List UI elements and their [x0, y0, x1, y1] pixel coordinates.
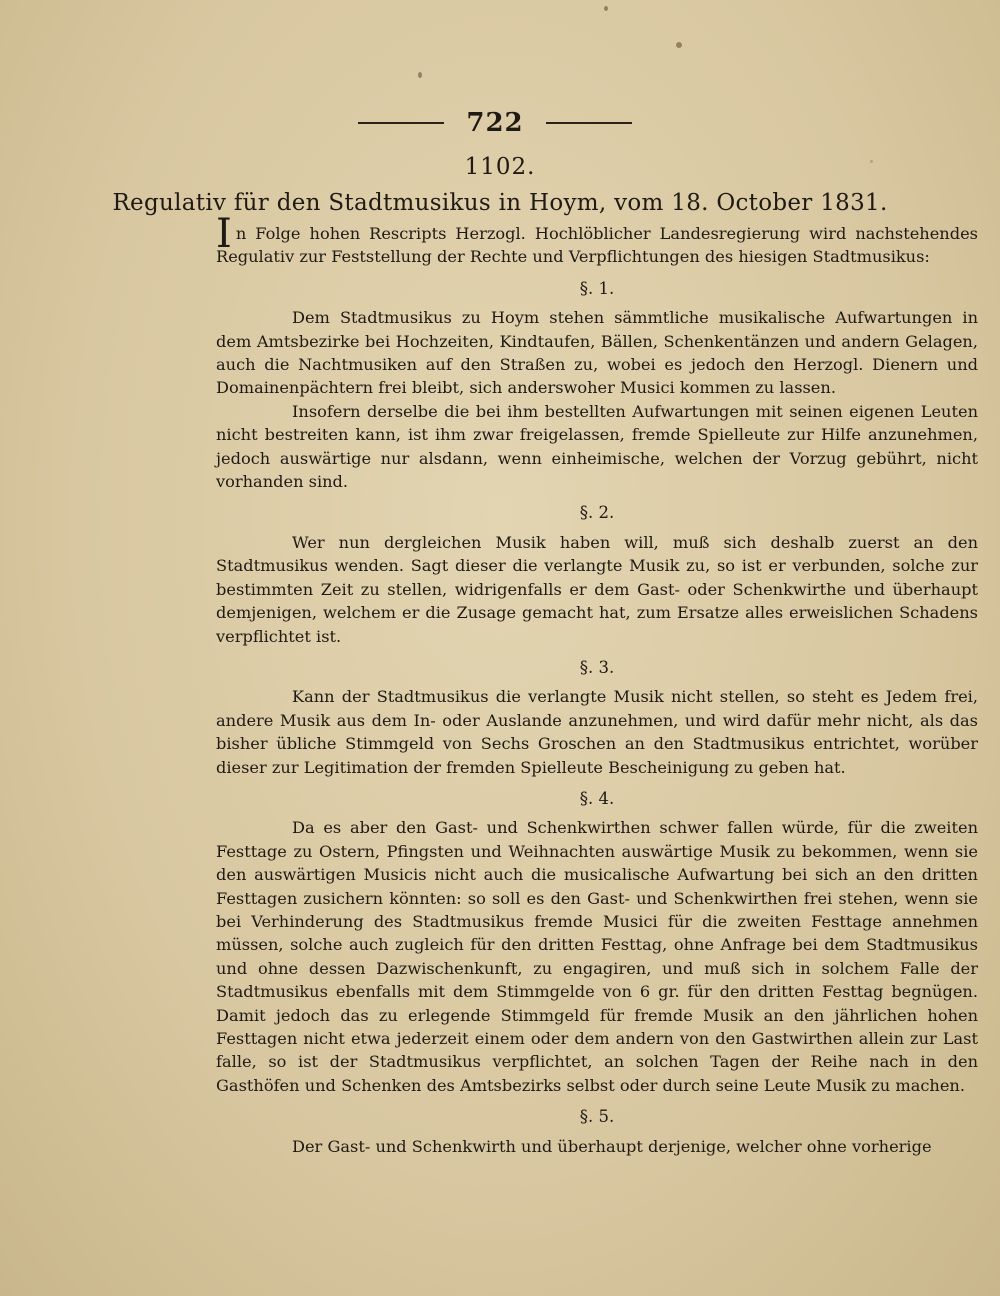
page-header — [0, 108, 1000, 138]
section-paragraph: Kann der Stadtmusikus die verlangte Musik nicht stellen, so steht es Jedem frei, andere Musik aus dem In- oder Auslande anzunehmen, und wird dafür mehr nicht, als das bisher übliche Stimmgeld von Sechs Groschen an den Stadtmusikus entrichtet, worüber dieser zur Legitimation der fremden Spielleute Bescheinigung zu geben hat. — [216, 687, 978, 777]
header-rule-right — [546, 122, 632, 124]
section-heading: §. 5. — [579, 1107, 615, 1127]
section-paragraph: Wer nun dergleichen Musik haben will, muß sich deshalb zuerst an den Stadtmusikus wenden. Sagt dieser die verlangte Musik zu, so ist er verbunden, solche zur bestimmten Zeit zu stellen, widrigenfalls er dem Gast- oder Schenkwirthe und überhaupt demjenigen, welchem er die Zusage gemacht hat, zum Ersatze alles erweislichen Schadens verpflichtet ist. — [216, 532, 978, 646]
header-rule-left — [358, 122, 444, 124]
section-heading: §. 3. — [579, 657, 615, 677]
section-paragraph: Insofern derselbe die bei ihm bestellten Aufwartungen mit seinen eigenen Leuten nicht bestreiten kann, ist ihm zwar freigelassen, fremde Spielleute zur Hilfe anzunehmen, jedoch auswärtige nur alsdann, wenn einheimische, welchen der Vorzug gebührt, nicht vorhanden sind. — [216, 401, 978, 492]
document-title: Regulativ für den Stadtmusikus in Hoym, vom 18. October 1831. — [112, 190, 888, 216]
paper-spot — [604, 6, 608, 11]
section-heading: §. 2. — [579, 503, 615, 523]
page-number: 722 — [466, 108, 524, 138]
document-number: 1102. — [464, 154, 536, 180]
section-heading: §. 1. — [579, 278, 615, 298]
section-paragraph: Der Gast- und Schenkwirth und überhaupt derjenige, welcher ohne vorherige — [292, 1136, 932, 1156]
document-body — [216, 211, 978, 1158]
paper-spot — [418, 72, 422, 78]
intro-paragraph: In Folge hohen Rescripts Herzogl. Hochlöblicher Landesregierung wird nachstehendes Regulativ zur Feststellung der Rechte und Verpflichtungen des hiesigen Stadtmusikus: — [216, 211, 978, 267]
section-paragraph: Dem Stadtmusikus zu Hoym stehen sämmtliche musikalische Aufwartungen in dem Amtsbezirke bei Hochzeiten, Kindtaufen, Bällen, Schenkentänzen und andern Gelagen, auch die Nachtmusiken auf den Straßen zu, wobei es jedoch den Herzogl. Dienern und Domainenpächtern frei bleibt, sich anderswoher Musici kommen zu lassen. — [216, 308, 978, 398]
section-paragraph: Da es aber den Gast- und Schenkwirthen schwer fallen würde, für die zweiten Festtage zu Ostern, Pfingsten und Weihnachten auswärtige Musik zu bekommen, wenn sie den auswärtigen Musicis nicht auch die musicalische Aufwartung bei sich an den dritten Festtagen zusichern könnten: so soll es den Gast- und Schenkwirthen frei stehen, wenn sie bei Verhinderung des Stadtmusikus fremde Musici für die zweiten Festtage annehmen müssen, solche auch zugleich für den dritten Festtag, ohne Anfrage bei dem Stadtmusikus und ohne dessen Dazwischenkunft, zu engagiren, und muß sich in solchem Falle der Stadtmusikus ebenfalls mit dem Stimmgelde von 6 gr. für den dritten Festtag begnügen. Damit jedoch das zu erlegende Stimmgeld für fremde Musik an den jährlichen hohen Festtagen nicht etwa jederzeit einem oder dem andern von den Gastwirthen allein zur Last falle, so ist der Stadtmusikus verpflichtet, an solchen Tagen der Reihe nach in den Gasthöfen und Schenken des Amtsbezirks selbst oder durch seine Leute Musik zu machen. — [216, 818, 978, 1095]
section-heading: §. 4. — [579, 788, 615, 808]
paper-spot — [870, 160, 873, 163]
paper-spot — [676, 42, 682, 48]
